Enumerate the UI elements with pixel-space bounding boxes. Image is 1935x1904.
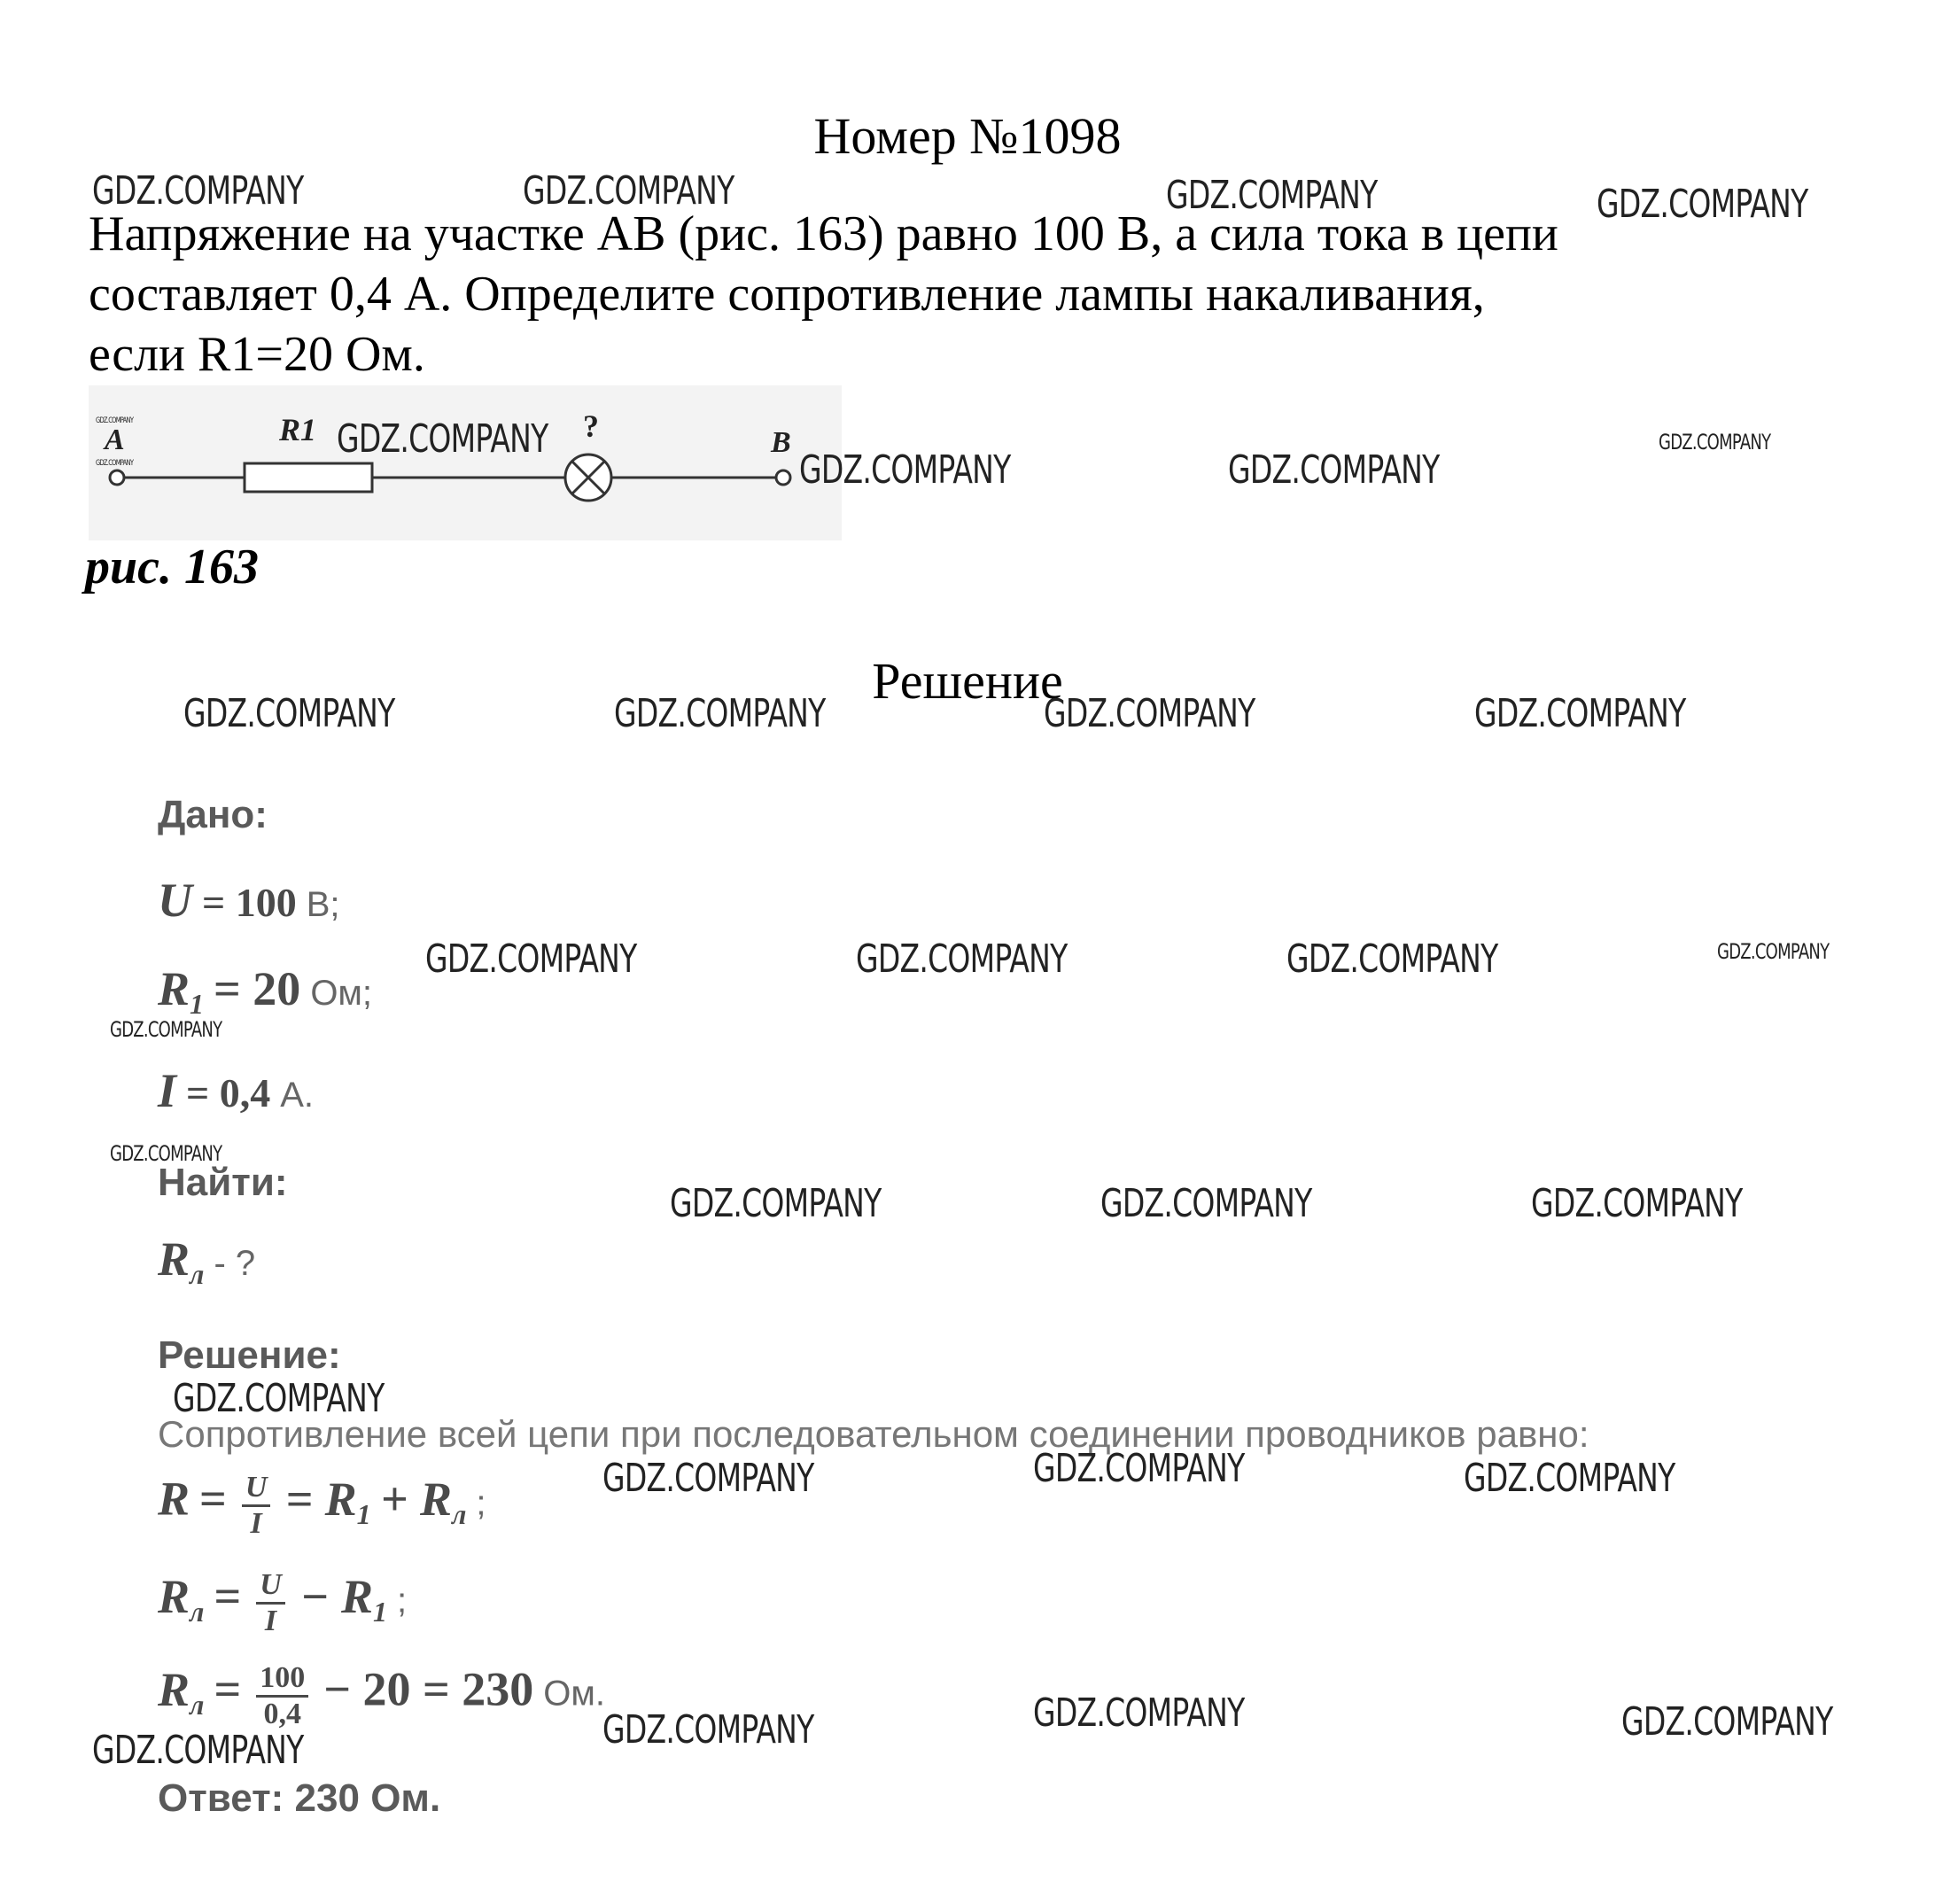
- watermark: GDZ.COMPANY: [1474, 691, 1686, 736]
- watermark: GDZ.COMPANY: [523, 168, 734, 214]
- find-lamp-resistance: $R_л$ - ?: [158, 1232, 256, 1290]
- problem-statement: [89, 204, 1861, 385]
- watermark: GDZ.COMPANY: [425, 936, 637, 982]
- watermark: GDZ.COMPANY: [1621, 1699, 1833, 1745]
- answer: Ответ: 230 Ом.: [158, 1776, 441, 1820]
- problem-line: если R1=20 Ом.: [89, 327, 425, 382]
- watermark: GDZ.COMPANY: [602, 1707, 814, 1752]
- circuit-figure: [89, 385, 842, 540]
- watermark: GDZ.COMPANY: [92, 168, 304, 214]
- given-label: Дано:: [158, 793, 268, 836]
- watermark: GDZ.COMPANY: [1717, 939, 1830, 964]
- terminal-b-label: B: [771, 426, 791, 459]
- watermark: GDZ.COMPANY: [96, 416, 134, 425]
- watermark: GDZ.COMPANY: [1033, 1690, 1245, 1736]
- watermark: GDZ.COMPANY: [799, 447, 1011, 493]
- terminal-b: [776, 470, 790, 485]
- page-title: Номер №1098: [813, 107, 1122, 165]
- resistor-r1: [245, 463, 372, 492]
- find-label: Найти:: [158, 1161, 288, 1204]
- watermark: GDZ.COMPANY: [96, 459, 134, 468]
- solution-heading: Решение: [872, 652, 1063, 710]
- watermark: GDZ.COMPANY: [110, 1141, 222, 1166]
- resistor-r1-label: R1: [279, 412, 317, 447]
- watermark: GDZ.COMPANY: [1228, 447, 1440, 493]
- watermark: GDZ.COMPANY: [1464, 1456, 1675, 1501]
- problem-line: составляет 0,4 А. Определите сопротивление лампы накаливания,: [89, 267, 1485, 322]
- terminal-a: [110, 470, 124, 485]
- solution-label: Решение:: [158, 1333, 341, 1377]
- equation-total-resistance: R = $\frac{U}{I}$ = $R_1 + R_л$ ;: [158, 1471, 486, 1540]
- equation-lamp-resistance: $R_л$ = $\frac{U}{I}$ − $R_1$ ;: [158, 1568, 408, 1637]
- terminal-a-label: A: [105, 424, 125, 456]
- watermark: GDZ.COMPANY: [1286, 936, 1498, 982]
- watermark: GDZ.COMPANY: [1659, 430, 1771, 455]
- problem-line: Напряжение на участке АВ (рис. 163) равно 100 В, а сила тока в цепи: [89, 206, 1558, 261]
- watermark: GDZ.COMPANY: [183, 691, 395, 736]
- lamp-question-label: ?: [583, 408, 599, 444]
- figure-caption: рис. 163: [85, 540, 259, 595]
- watermark: GDZ.COMPANY: [1597, 182, 1808, 227]
- solution-explanation: Сопротивление всей цепи при последовательном соединении проводников равно:: [158, 1413, 1589, 1455]
- watermark: GDZ.COMPANY: [1033, 1446, 1245, 1491]
- watermark: GDZ.COMPANY: [173, 1376, 385, 1421]
- given-resistance: $R_1 = 20$ Ом;: [158, 962, 373, 1020]
- watermark: GDZ.COMPANY: [92, 1728, 304, 1773]
- watermark: GDZ.COMPANY: [1044, 691, 1255, 736]
- lamp-icon: [565, 455, 611, 501]
- watermark: GDZ.COMPANY: [1100, 1181, 1312, 1226]
- watermark: GDZ.COMPANY: [1166, 173, 1378, 218]
- watermark: GDZ.COMPANY: [614, 691, 826, 736]
- watermark: GDZ.COMPANY: [856, 936, 1068, 982]
- circuit-diagram: [89, 385, 842, 540]
- given-voltage: U = 100 В;: [158, 874, 340, 927]
- watermark: GDZ.COMPANY: [1531, 1181, 1743, 1226]
- equation-lamp-resistance-value: $R_л$ = $\frac{100}{0,4}$ − 20 = 230 Ом.: [158, 1661, 606, 1730]
- watermark: GDZ.COMPANY: [602, 1456, 814, 1501]
- given-current: I = 0,4 А.: [158, 1064, 315, 1117]
- watermark: GDZ.COMPANY: [670, 1181, 882, 1226]
- watermark: GDZ.COMPANY: [110, 1017, 222, 1042]
- watermark: GDZ.COMPANY: [337, 416, 548, 462]
